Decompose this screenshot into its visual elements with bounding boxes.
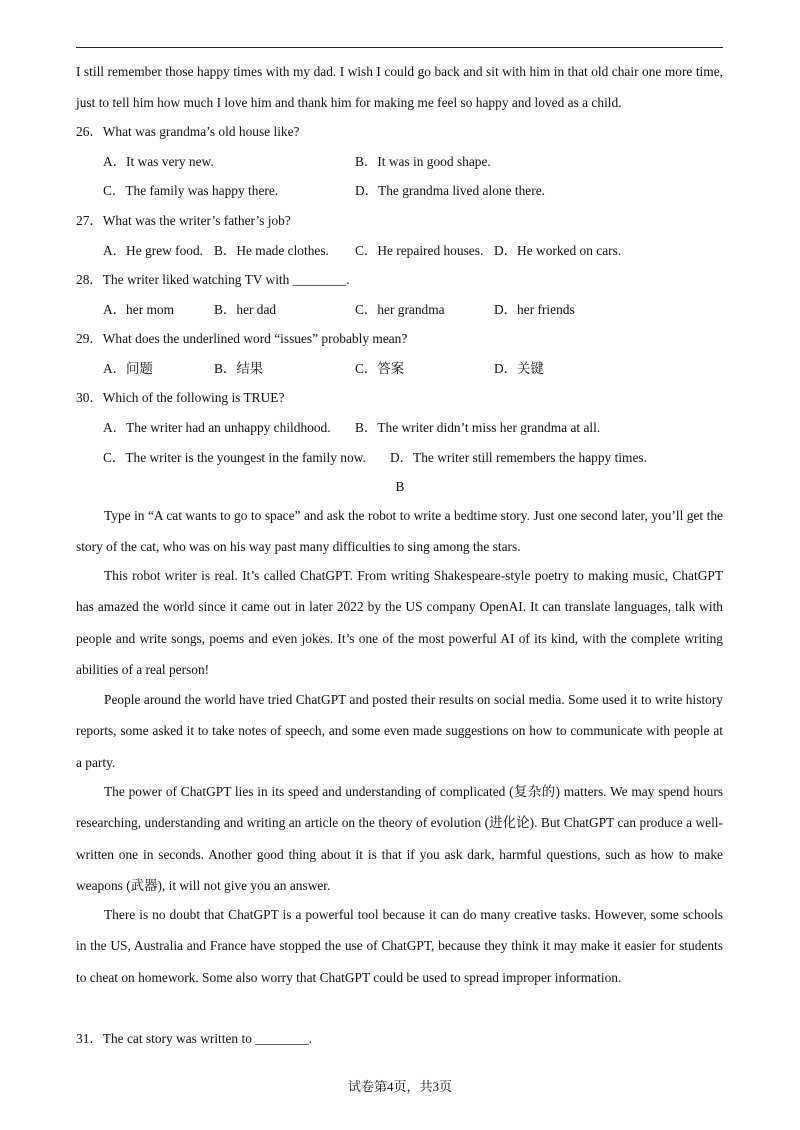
question-26-stem: 26．What was grandma’s old house like? — [76, 124, 300, 139]
question-29-stem: 29．What does the underlined word “issues” probably mean? — [76, 331, 408, 346]
question-30-stem: 30．Which of the following is TRUE? — [76, 390, 285, 405]
question-26-option-a: A．It was very new. — [103, 154, 214, 169]
question-29-option-d: D．关键 — [494, 361, 544, 376]
question-27-option-a: A．He grew food. — [103, 243, 204, 258]
passage-a-closing-paragraph: I still remember those happy times with my dad. I wish I could go back and sit with him in that old chair one more time, just to tell him how much I love him and thank him for making me feel so happy and loved as a child. — [76, 64, 723, 111]
question-28-stem: 28．The writer liked watching TV with ________. — [76, 272, 350, 287]
question-28-option-c: C．her grandma — [355, 302, 445, 317]
page-footer: 试卷第4页，共3页 — [347, 1079, 452, 1094]
question-28-option-b: B．her dad — [214, 302, 277, 317]
section-b-heading: B — [395, 479, 405, 494]
passage-b-paragraph-4: The power of ChatGPT lies in its speed and understanding of complicated (复杂的) matters. We may spend hours researching, understanding and writing an article on the theory of evolution (进化论). But ChatGPT can produce a well-written one in seconds. Another good thing about it is that if you ask dark, harmful questions, such as how to make weapons (武器), it will not give you an answer. — [76, 784, 723, 893]
question-27-option-b: B．He made clothes. — [214, 243, 329, 258]
question-27-option-d: D．He worked on cars. — [494, 243, 622, 258]
passage-b-paragraph-3: People around the world have tried ChatGPT and posted their results on social media. Some used it to write history reports, some asked it to take notes of speech, and some even made suggestions on how to communicate with people at a party. — [76, 692, 723, 770]
question-29-option-b: B．结果 — [214, 361, 264, 376]
passage-b-paragraph-2: This robot writer is real. It’s called ChatGPT. From writing Shakespeare-style poetry to making music, ChatGPT has amazed the world since it came out in later 2022 by the US company OpenAI. It can translate languages, talk with people and write songs, poems and even jokes. It’s one of the most powerful AI of its kind, with the complete writing abilities of a real person! — [76, 568, 723, 677]
question-30-option-b: B．The writer didn’t miss her grandma at all. — [355, 420, 601, 435]
question-30-option-c: C．The writer is the youngest in the family now. — [103, 450, 366, 465]
header-rule — [76, 47, 723, 48]
question-26-option-b: B．It was in good shape. — [355, 154, 491, 169]
question-29-option-a: A．问题 — [103, 361, 153, 376]
question-30-option-a: A．The writer had an unhappy childhood. — [103, 420, 331, 435]
passage-b-paragraph-5: There is no doubt that ChatGPT is a powerful tool because it can do many creative tasks. However, some schools in the US, Australia and France have stopped the use of ChatGPT, because they think it may make it easier for students to cheat on homework. Some also worry that ChatGPT could be used to spread improper information. — [76, 907, 723, 985]
question-27-option-c: C．He repaired houses. — [355, 243, 484, 258]
question-29-option-c: C．答案 — [355, 361, 405, 376]
question-30-option-d: D．The writer still remembers the happy times. — [390, 450, 647, 465]
question-27-stem: 27．What was the writer’s father’s job? — [76, 213, 291, 228]
question-31-stem: 31．The cat story was written to ________. — [76, 1031, 313, 1046]
question-28-option-a: A．her mom — [103, 302, 175, 317]
question-26-option-d: D．The grandma lived alone there. — [355, 183, 545, 198]
question-26-option-c: C．The family was happy there. — [103, 183, 279, 198]
passage-b-paragraph-1: Type in “A cat wants to go to space” and ask the robot to write a bedtime story. Just one second later, you’ll get the story of the cat, who was on his way past many difficulties to sing among the stars. — [76, 508, 723, 555]
question-28-option-d: D．her friends — [494, 302, 575, 317]
